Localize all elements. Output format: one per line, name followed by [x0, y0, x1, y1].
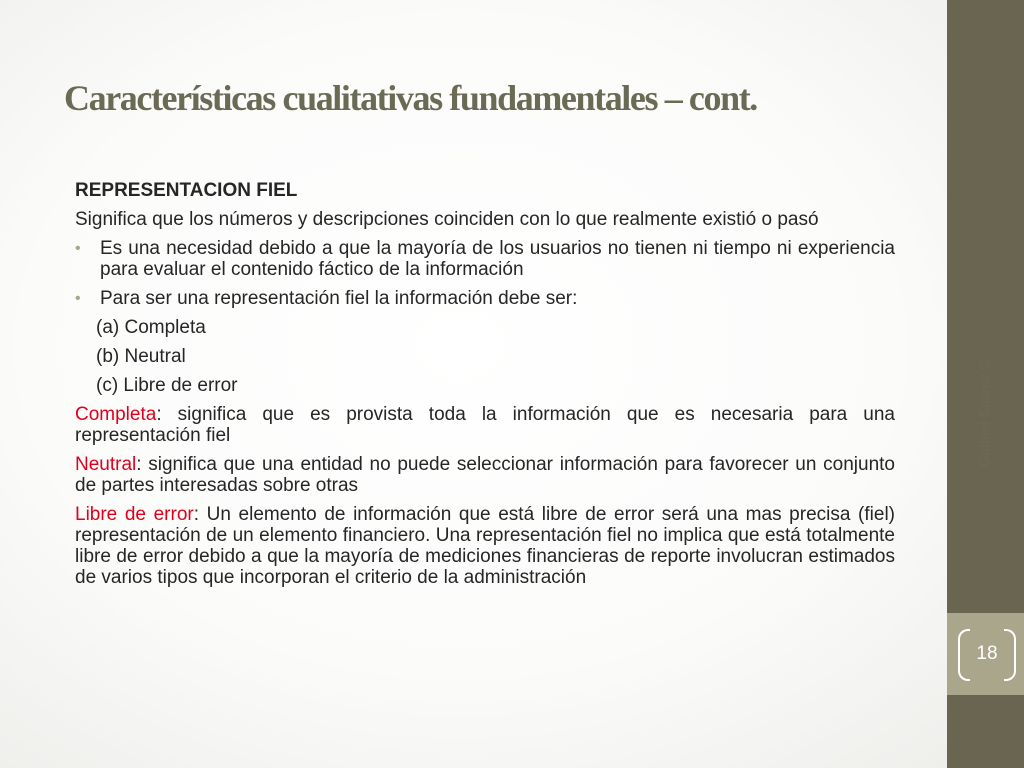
slide-title: Características cualitativas fundamentales – cont. [64, 78, 757, 118]
term-label: Neutral [75, 454, 137, 475]
bullet-icon: • [75, 290, 81, 307]
term-definition-libre-de-error [75, 504, 895, 588]
author-label: Gabriel Suárez C. [976, 355, 992, 467]
bullet-list [75, 238, 895, 309]
sub-item-completa: (a) Completa [96, 317, 206, 338]
term-label: Completa [75, 404, 157, 425]
term-definition-neutral [75, 454, 895, 496]
term-label: Libre de error [75, 504, 194, 525]
slide-content [75, 180, 895, 596]
page-number: 18 [976, 643, 998, 664]
bullet-text: Para ser una representación fiel la información debe ser: [100, 288, 578, 309]
bullet-item [75, 288, 895, 309]
sub-item-neutral: (b) Neutral [96, 346, 186, 367]
definition-text: Significa que los números y descripciones coinciden con lo que realmente existió o pasó [75, 209, 819, 230]
term-definition-completa [75, 404, 895, 446]
term-text: : significa que es provista toda la información que es necesaria para una representación fiel [75, 404, 895, 446]
term-text: : Un elemento de información que está libre de error será una mas precisa (fiel) representación de un elemento financiero. Una representación fiel no implica que está totalmente libre de error debido a que la mayoría de mediciones financieras de reporte involucran estimados de varios tipos que incorporan el criterio de la administración [75, 504, 895, 588]
sub-item-libre-de-error: (c) Libre de error [96, 375, 238, 396]
bullet-text: Es una necesidad debido a que la mayoría de los usuarios no tienen ni tiempo ni experiencia para evaluar el contenido fáctico de la información [100, 238, 895, 280]
page-number-box [958, 629, 1016, 681]
bullet-icon: • [75, 240, 81, 257]
section-heading: REPRESENTACION FIEL [75, 180, 298, 201]
term-text: : significa que una entidad no puede seleccionar información para favorecer un conjunto de partes interesadas sobre otras [75, 454, 895, 496]
bullet-item [75, 238, 895, 280]
